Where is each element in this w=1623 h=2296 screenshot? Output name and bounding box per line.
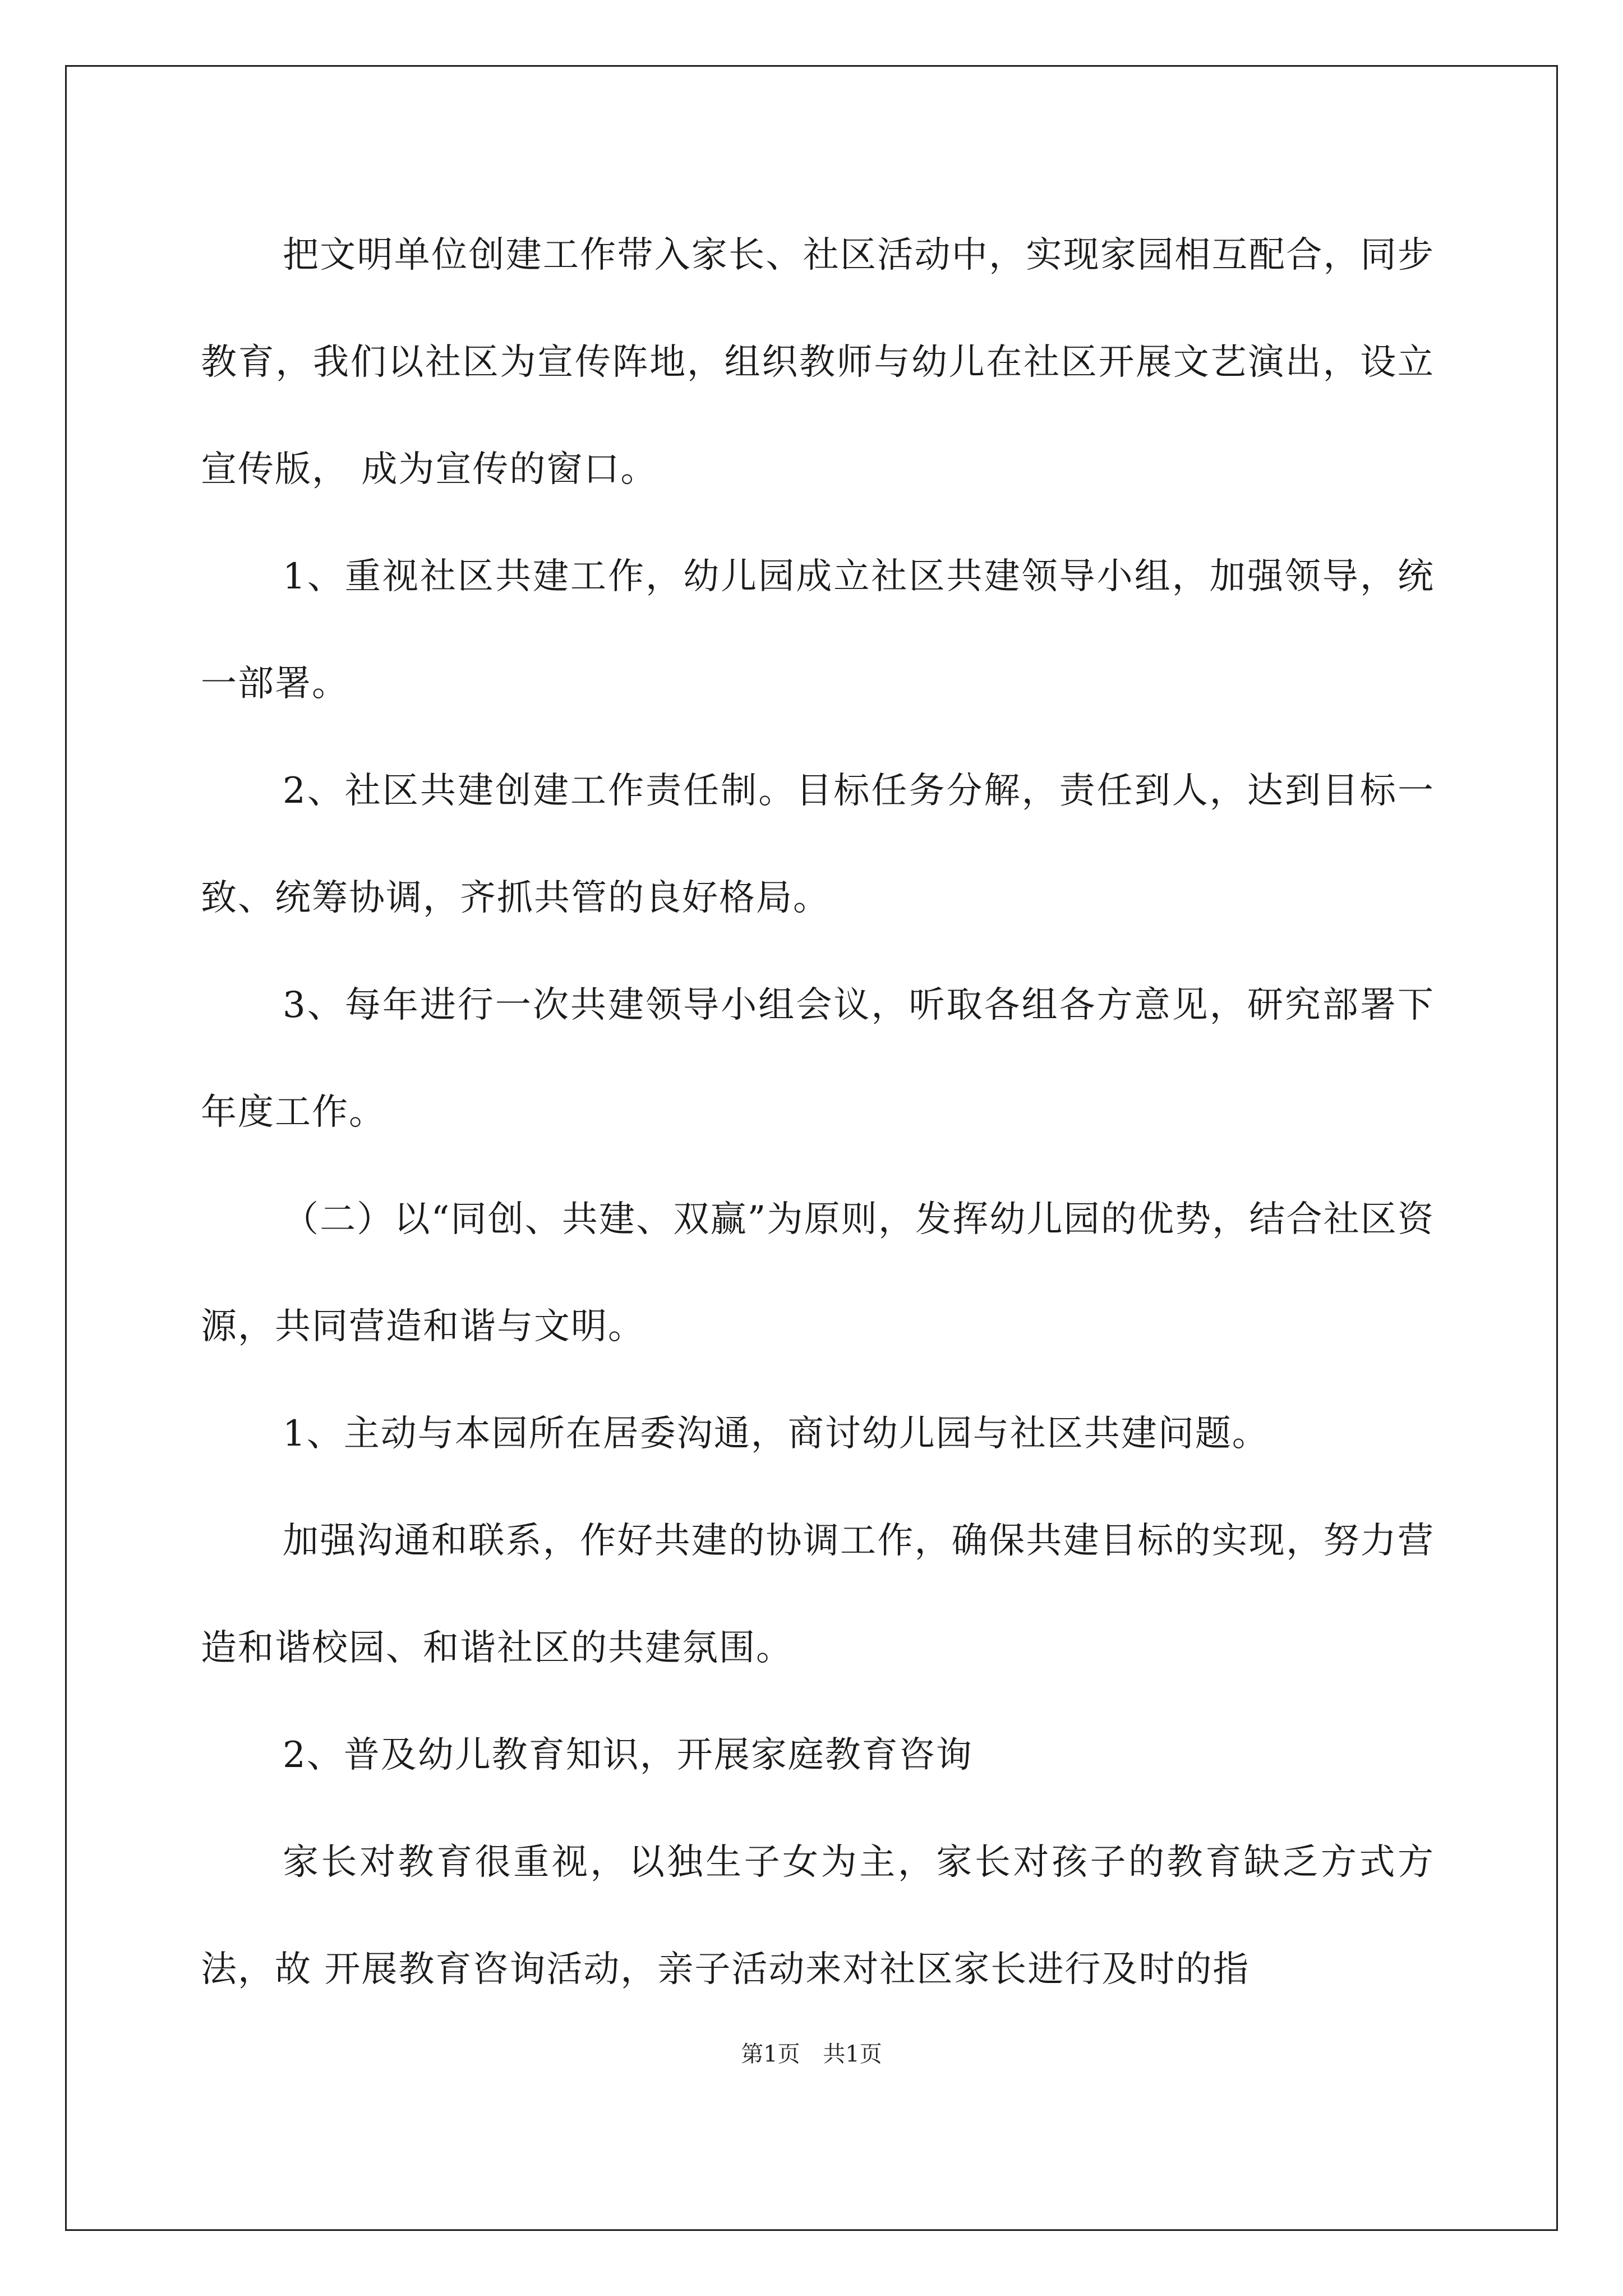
paragraph: 加强沟通和联系，作好共建的协调工作，确保共建目标的实现，努力营造和谐校园、和谐社区的共建氛围。 bbox=[201, 1520, 1435, 1669]
paragraph: 2、普及幼儿教育知识，开展家庭教育咨询 bbox=[283, 1734, 973, 1776]
paragraph: 3、每年进行一次共建领导小组会议，听取各组各方意见，研究部署下年度工作。 bbox=[201, 984, 1435, 1133]
paragraph: 2、社区共建创建工作责任制。目标任务分解，责任到人，达到目标一致、统筹协调，齐抓共管的良好格局。 bbox=[201, 770, 1435, 919]
paragraph: 家长对教育很重视，以独生子女为主，家长对孩子的教育缺乏方式方法，故 开展教育咨询活动，亲子活动来对社区家长进行及时的指 bbox=[201, 1842, 1435, 1990]
document-body bbox=[201, 202, 1435, 2023]
paragraph: 1、主动与本园所在居委沟通，商讨幼儿园与社区共建问题。 bbox=[283, 1413, 1269, 1455]
paragraph: 1、重视社区共建工作，幼儿园成立社区共建领导小组，加强领导，统一部署。 bbox=[201, 556, 1435, 705]
page-number-current: 第1页 bbox=[741, 2041, 800, 2067]
page-footer bbox=[0, 2036, 1623, 2068]
page-number-total: 共1页 bbox=[823, 2041, 882, 2067]
paragraph: 把文明单位创建工作带入家长、社区活动中，实现家园相互配合，同步教育，我们以社区为宣传阵地，组织教师与幼儿在社区开展文艺演出，设立宣传版， 成为宣传的窗口。 bbox=[201, 234, 1435, 490]
paragraph: （二）以“同创、共建、双赢”为原则，发挥幼儿园的优势，结合社区资源，共同营造和谐与文明。 bbox=[201, 1199, 1435, 1347]
